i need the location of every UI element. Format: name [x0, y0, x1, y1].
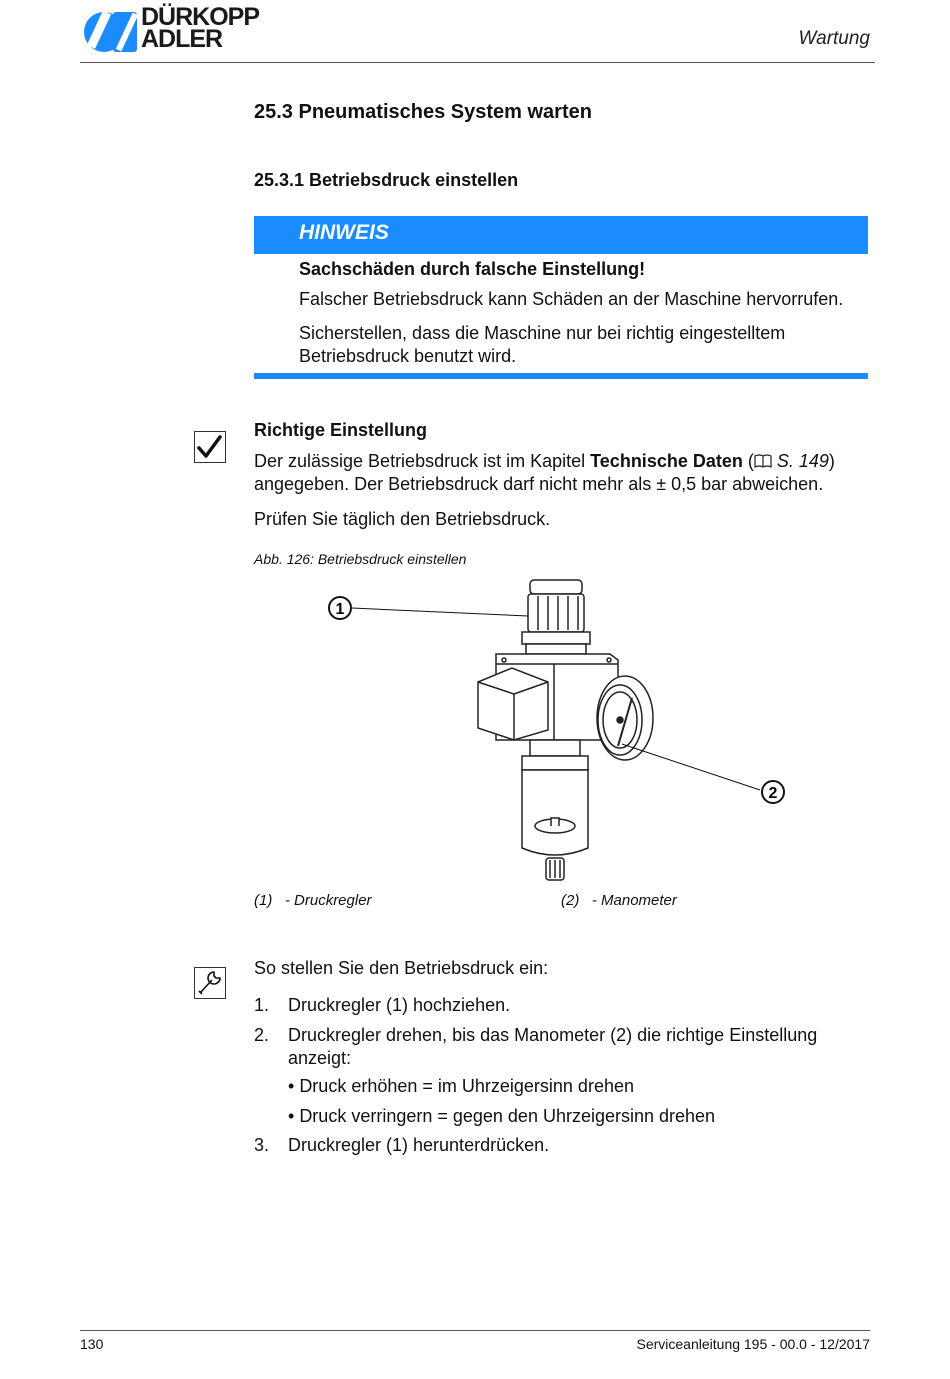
chapter-ref: Technische Daten: [590, 451, 743, 471]
step-3: 3. Druckregler (1) herunterdrücken.: [254, 1135, 550, 1155]
figure-caption: Abb. 126: Betriebsdruck einstellen: [254, 551, 467, 567]
page-number: 130: [80, 1336, 104, 1352]
bullet-2: • Druck verringern = gegen den Uhrzeigersinn drehen: [288, 1106, 716, 1126]
bullet-1: • Druck erhöhen = im Uhrzeigersinn drehen: [288, 1076, 634, 1096]
step-1: 1. Druckregler (1) hochziehen.: [254, 995, 511, 1015]
subsection-title: 25.3.1 Betriebsdruck einstellen: [254, 170, 519, 190]
notice-label: HINWEIS: [299, 221, 389, 244]
svg-text:2: 2: [768, 785, 778, 802]
callout-2: [762, 781, 784, 803]
wrench-icon: [194, 967, 226, 999]
checkmark-icon: [194, 431, 226, 463]
daily-check-text: Prüfen Sie täglich den Betriebsdruck.: [254, 509, 551, 529]
pressure-regulator-figure: [300, 570, 820, 890]
book-icon: [754, 454, 772, 468]
notice-text-2: Sicherstellen, dass die Maschine nur bei richtig eingestelltem Betriebsdruck benutzt wird.: [299, 323, 786, 366]
section-title: 25.3 Pneumatisches System warten: [254, 101, 592, 123]
step-2: 2. Druckregler drehen, bis das Manometer (2) die richtige Einstellung anzeigt:: [254, 1025, 818, 1068]
document-reference: Serviceanleitung 195 - 00.0 - 12/2017: [636, 1336, 870, 1352]
notice-text-1: Falscher Betriebsdruck kann Schäden an der Maschine hervorrufen.: [299, 289, 844, 309]
correct-setting-text: Der zulässige Betriebsdruck ist im Kapitel Technische Daten ( S. 149) angegeben. Der Betriebsdruck darf nicht mehr als ± 0,5 bar abweichen.: [254, 451, 835, 494]
footer-divider: [80, 1330, 870, 1331]
notice-heading: Sachschäden durch falsche Einstellung!: [299, 259, 646, 279]
legend-item-1: (1) - Druckregler: [254, 892, 372, 909]
callout-1: [329, 597, 351, 619]
header-divider: [80, 62, 875, 63]
svg-text:1: 1: [335, 601, 345, 618]
notice-bottom-rule: [254, 373, 868, 379]
correct-setting-title: Richtige Einstellung: [254, 420, 428, 440]
legend-item-2: (2) - Manometer: [561, 892, 677, 909]
procedure-intro: So stellen Sie den Betriebsdruck ein:: [254, 958, 549, 978]
brand-name: DÜRKOPP ADLER: [141, 3, 260, 53]
header-section: Wartung: [798, 28, 870, 49]
page-ref-link[interactable]: S. 149: [771, 451, 829, 471]
